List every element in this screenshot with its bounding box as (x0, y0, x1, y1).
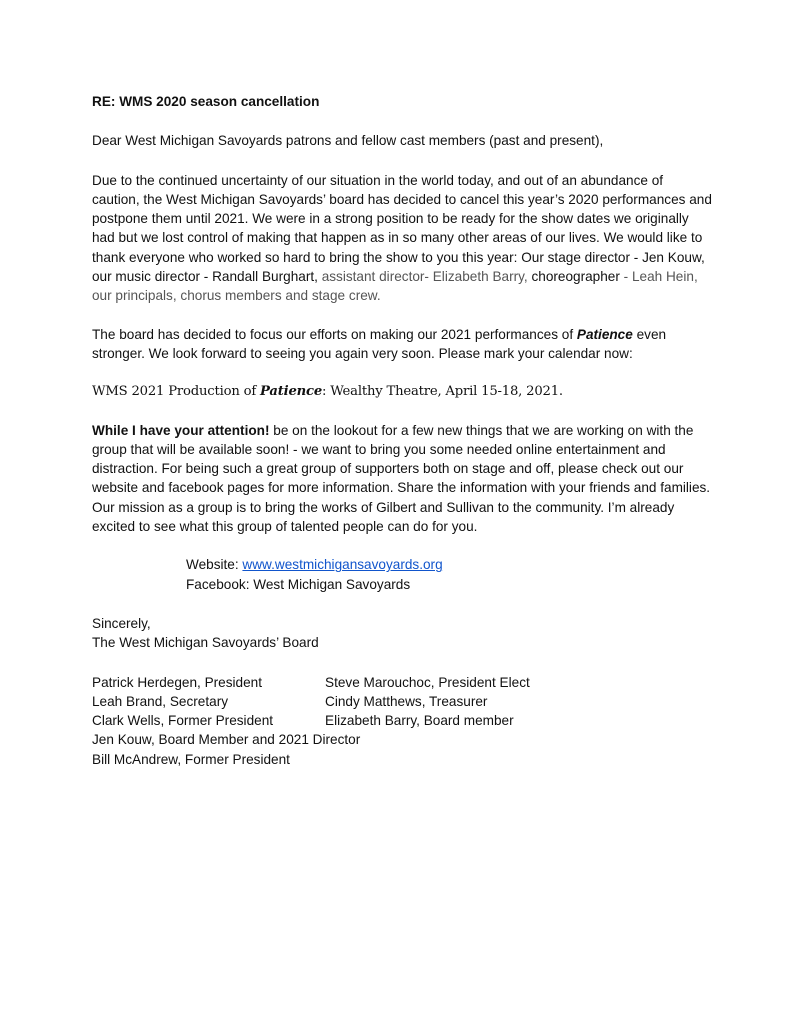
facebook-line: Facebook: West Michigan Savoyards (186, 576, 411, 592)
attention-text: be on the lookout for a few new things that we are working on with the group that will be available soon! - we want to bring you some needed online entertainment and distraction. For being such a great group of supporters both on stage and off, please check out our website and facebook pages for more information. Share the information with your friends and families. Our mission as a group is to bring the works of Gilbert and Sullivan to the community. I’m already excited to see what this group of talented people can do for you. (92, 422, 711, 535)
subject-line: RE: WMS 2020 season cancellation (92, 94, 320, 109)
website-label: Website: (186, 557, 243, 573)
board-member: Steve Marouchoc, President Elect (325, 674, 530, 690)
focus-text-before: The board has decided to focus our efforts on making our 2021 performances of (92, 326, 577, 342)
assistant-director-text: assistant director- Elizabeth Barry, (321, 269, 528, 285)
board-member: Leah Brand, Secretary (92, 693, 229, 709)
focus-text-after: even stronger. We look forward to seeing you again very soon. Please mark your calendar now: (92, 326, 667, 361)
paragraph-focus (92, 325, 712, 364)
salutation: Dear West Michigan Savoyards patrons and fellow cast members (past and present), (92, 133, 604, 149)
production-announcement (92, 382, 712, 401)
website-line (186, 555, 712, 574)
closing-salutation: Sincerely, (92, 615, 151, 631)
choreographer-text: choreographer (527, 269, 620, 285)
board-member: Bill McAndrew, Former President (92, 751, 290, 767)
show-title: Patience (576, 326, 633, 342)
board-member: Patrick Herdegen, President (92, 674, 263, 690)
letter-page (92, 92, 712, 769)
production-text-before: WMS 2021 Production of (92, 384, 261, 400)
signature: The West Michigan Savoyards’ Board (92, 635, 319, 651)
crew-thanks-text: - Leah Hein, our principals, chorus members and stage crew. (92, 269, 698, 304)
production-show-title: Patience (260, 384, 323, 400)
attention-heading: While I have your attention! (92, 422, 270, 438)
board-member: Elizabeth Barry, Board member (325, 713, 514, 729)
website-link[interactable]: www.westmichigansavoyards.org (242, 557, 443, 573)
paragraph-cancellation-text: Due to the continued uncertainty of our situation in the world today, and out of an abundance of caution, the West Michigan Savoyards’ board has decided to cancel this year’s 2020 performances and postpone them until 2021. We were in a strong position to be ready for the show dates we originally had but we lost control of making that happen as in so many other areas of our lives. We would like to thank everyone who worked so hard to bring the show to you this year: Our stage director - Jen Kouw, our music director - Randall Burghart, (92, 172, 712, 285)
board-members-list (92, 673, 712, 769)
paragraph-attention (92, 421, 712, 537)
board-member: Cindy Matthews, Treasurer (325, 693, 488, 709)
contact-info (92, 555, 712, 594)
closing-block (92, 614, 712, 653)
production-venue-dates: : Wealthy Theatre, April 15-18, 2021. (322, 384, 563, 400)
paragraph-cancellation (92, 171, 712, 306)
board-member: Jen Kouw, Board Member and 2021 Director (92, 732, 361, 748)
board-member: Clark Wells, Former President (92, 713, 274, 729)
